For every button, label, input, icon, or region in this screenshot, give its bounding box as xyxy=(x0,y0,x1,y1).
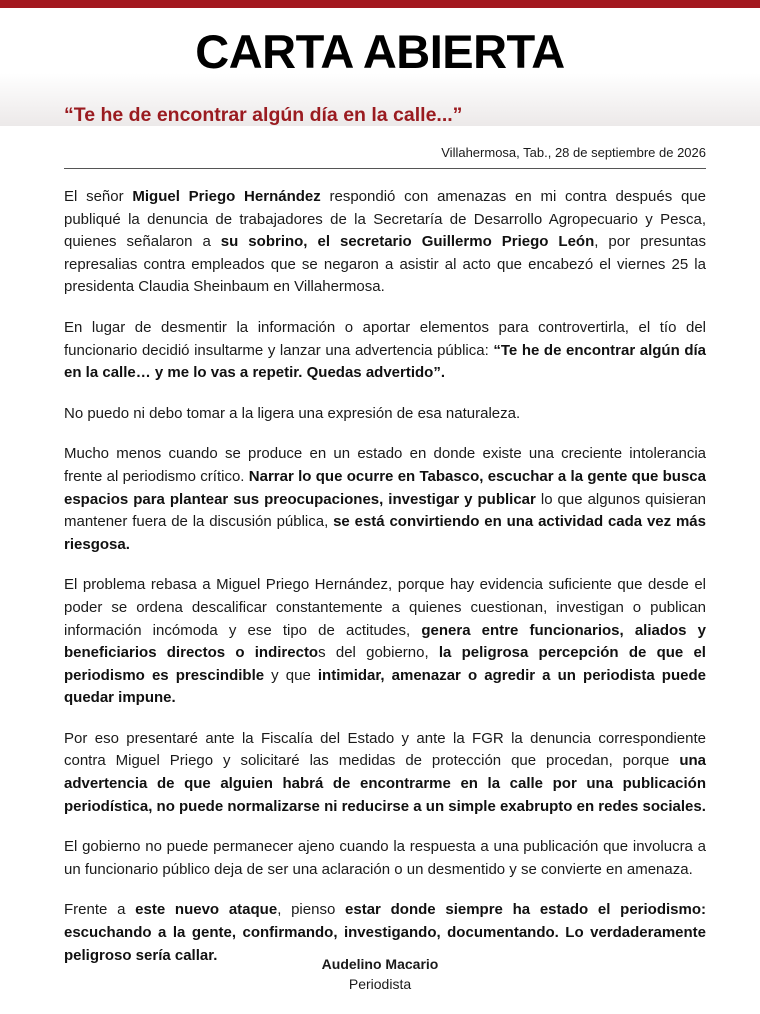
body-paragraph xyxy=(64,728,706,818)
emphasized-text: “Te he de encontrar algún día en la calle… y me lo vas a repetir. Quedas advertido”. xyxy=(64,341,706,382)
body-paragraph xyxy=(64,403,706,426)
emphasized-text: estar donde siempre ha estado el periodismo: escuchando a la gente, confirmando, investigando, documentando. Lo verdaderamente peligroso sería callar. xyxy=(64,901,707,964)
paragraph-text: No puedo ni debo tomar a la ligera una expresión de esa naturaleza. xyxy=(64,404,521,422)
header-divider xyxy=(64,168,706,169)
signature-role: Periodista xyxy=(348,976,412,992)
paragraph-text: , pienso xyxy=(277,901,346,919)
emphasized-text: Narrar lo que ocurre en Tabasco, escuchar a la gente que busca espacios para plantear sus preocupaciones, investigar y publicar xyxy=(64,467,706,508)
signature-block xyxy=(0,954,760,994)
body-paragraph xyxy=(64,836,706,881)
paragraph-text: s del gobierno, xyxy=(318,644,439,662)
paragraph-text: Por eso presentaré ante la Fiscalía del Estado y ante la FGR la denuncia correspondiente contra Miguel Priego y solicitaré las medidas de protección que procedan, porque xyxy=(64,729,706,770)
emphasized-text: una advertencia de que alguien habrá de encontrarme en la calle por una publicación periodística, no puede normalizarse ni reducirse a un simple exabrupto en redes sociales. xyxy=(64,752,706,815)
paragraph-text: El señor xyxy=(64,188,133,205)
paragraph-text: y que xyxy=(264,666,318,684)
paragraph-text: Mucho menos cuando se produce en un estado en donde existe una creciente intolerancia frente al periodismo crítico. xyxy=(64,445,706,485)
letter-subtitle: “Te he de encontrar algún día en la calle...” xyxy=(64,104,463,126)
emphasized-text: este nuevo ataque xyxy=(135,901,278,919)
emphasized-text: intimidar, amenazar o agredir a un periodista puede quedar impune. xyxy=(64,666,706,707)
letter-title: CARTA ABIERTA xyxy=(195,25,565,78)
body-paragraph xyxy=(64,574,706,710)
body-paragraph xyxy=(64,443,706,556)
paragraph-text: El problema rebasa a Miguel Priego Hernández, porque hay evidencia suficiente que desde el poder se ordena descalificar constantemente a quienes cuestionan, investigan o publican información incómoda y ese tipo de actitudes, xyxy=(64,576,706,639)
emphasized-text: genera entre funcionarios, aliados y beneficiarios directos o indirecto xyxy=(64,621,706,662)
top-accent-bar xyxy=(0,0,760,8)
signature-name: Audelino Macario xyxy=(321,956,439,972)
body-paragraph xyxy=(64,186,706,299)
paragraph-text: Frente a xyxy=(64,901,136,919)
paragraph-text: En lugar de desmentir la información o aportar elementos para controvertirla, el tío del funcionario decidió insultarme y lanzar una advertencia pública: xyxy=(64,318,706,359)
letter-body xyxy=(64,186,706,985)
emphasized-text: su sobrino, el secretario Guillermo Priego León xyxy=(220,233,595,251)
emphasized-text: se está convirtiendo en una actividad cada vez más riesgosa. xyxy=(64,513,706,553)
paragraph-text: , por presuntas represalias contra empleados que se negaron a asistir al acto que encabezó el viernes 25 la presidenta Claudia Sheinbaum en Villahermosa. xyxy=(64,233,706,296)
dateline: Villahermosa, Tab., 28 de septiembre de 2026 xyxy=(441,145,706,160)
paragraph-text: El gobierno no puede permanecer ajeno cuando la respuesta a una publicación que involucra a un funcionario público deja de ser una aclaración o un desmentido y se convierte en amenaza. xyxy=(64,838,706,878)
body-paragraph xyxy=(64,317,706,385)
paragraph-text: lo que algunos quisieran mantener fuera de la discusión pública, xyxy=(64,490,706,531)
emphasized-text: Miguel Priego Hernández xyxy=(132,188,321,205)
emphasized-text: la peligrosa percepción de que el periodismo es prescindible xyxy=(64,644,706,684)
paragraph-text: respondió con amenazas en mi contra después que publiqué la denuncia de trabajadores de la Secretaría de Desarrollo Agropecuario y Pesca, quienes señalaron a xyxy=(64,188,706,251)
